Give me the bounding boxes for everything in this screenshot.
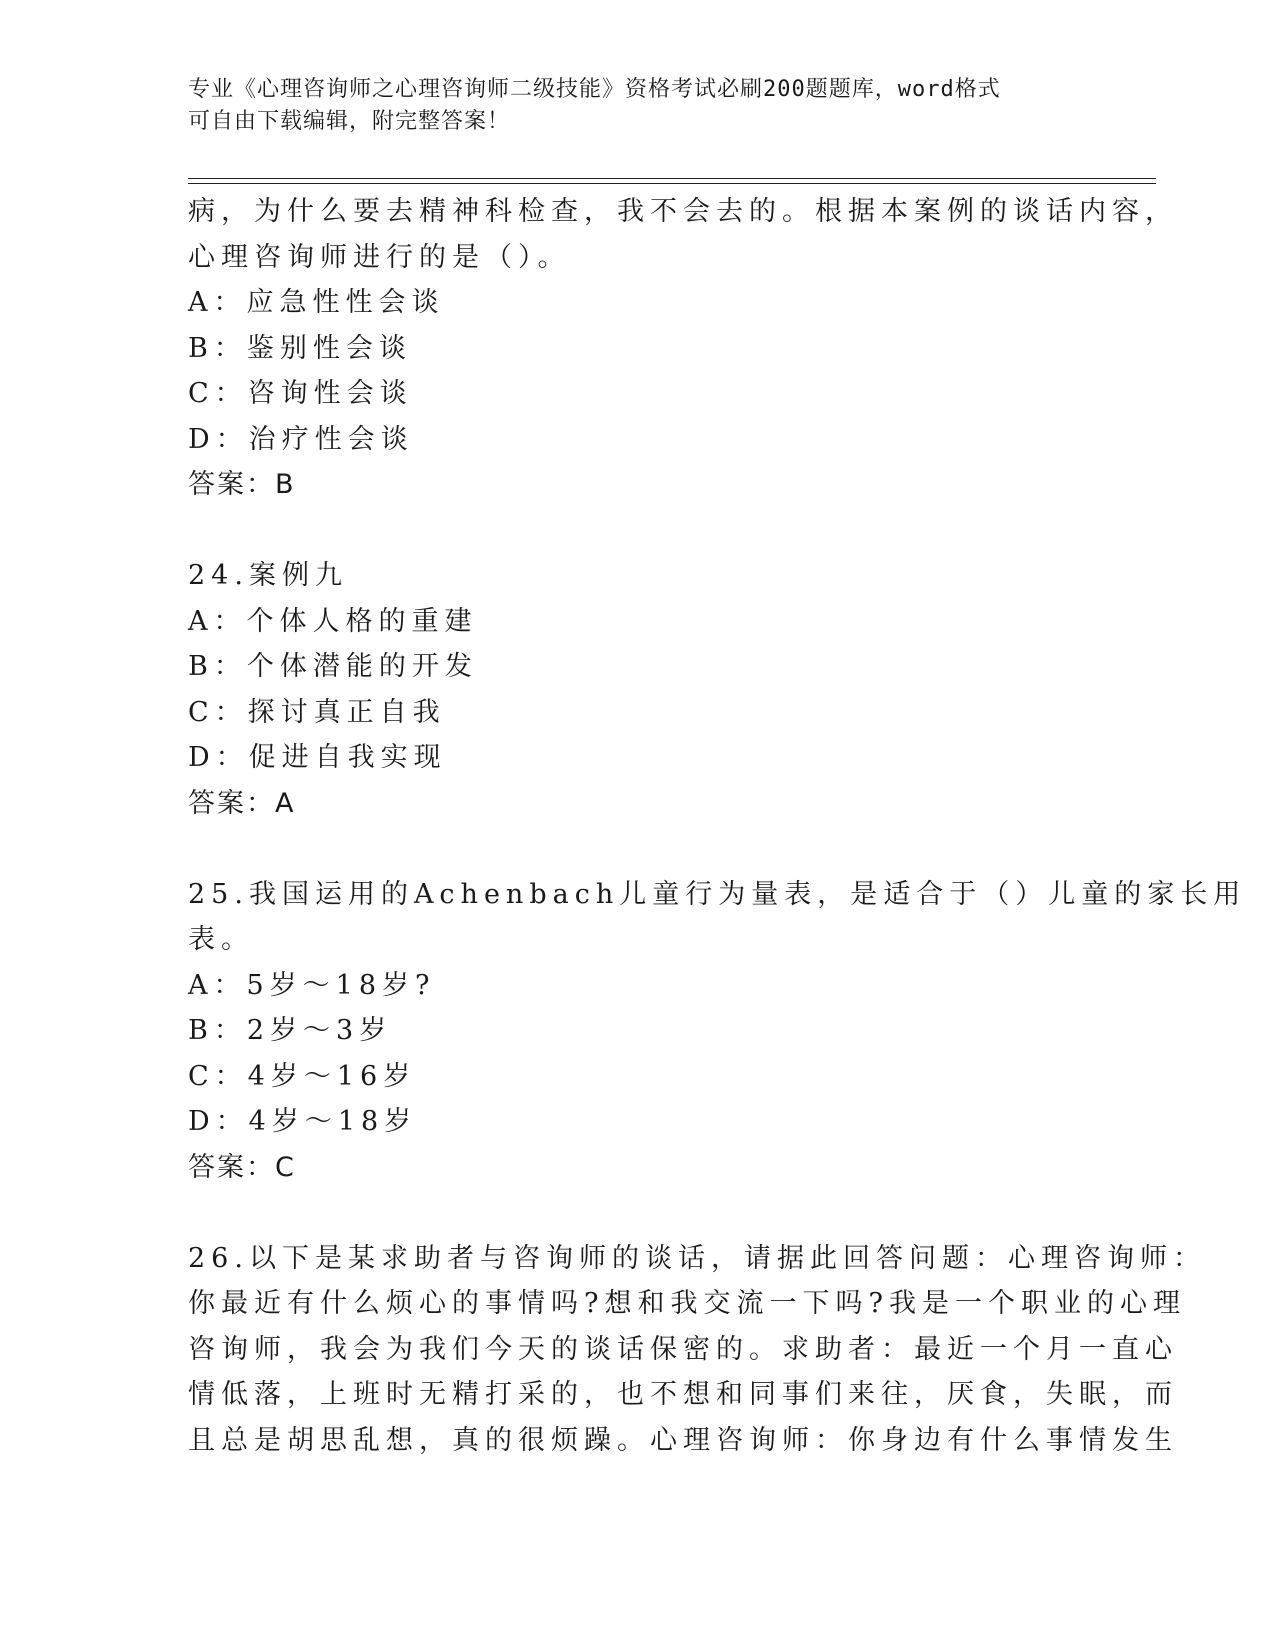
option-c: C：咨询性会谈: [188, 378, 413, 409]
question-spacer: [188, 826, 1088, 872]
answer-line: 答案：A: [188, 787, 296, 819]
question-text-line: 26.以下是某求助者与咨询师的谈话，请据此回答问题：心理咨询师：: [188, 1242, 1206, 1274]
header-divider-bottom: [188, 183, 1156, 184]
document-header: [188, 74, 1088, 138]
header-line-2: 可自由下载编辑，附完整答案！: [188, 109, 511, 134]
answer-line: 答案：B: [188, 469, 296, 500]
option-d: D：治疗性会谈: [188, 423, 414, 455]
question-24: [188, 553, 1088, 826]
option-a: A：应急性性会谈: [188, 287, 445, 318]
question-spacer: [188, 1190, 1088, 1236]
question-26: [188, 1236, 1206, 1464]
option-c: C：4岁～16岁: [188, 1060, 417, 1092]
option-b: B：个体潜能的开发: [188, 651, 478, 682]
question-text-line: 24.案例九: [188, 560, 348, 591]
option-d: D：4岁～18岁: [188, 1106, 418, 1137]
question-text-line: 病，为什么要去精神科检查，我不会去的。根据本案例的谈话内容，: [188, 196, 1178, 227]
header-line-1: 专业《心理咨询师之心理咨询师二级技能》资格考试必刷200题题库，word格式: [188, 77, 1001, 102]
option-b: B：鉴别性会谈: [188, 332, 412, 364]
question-text-line: 咨询师，我会为我们今天的谈话保密的。求助者：最近一个月一直心: [188, 1333, 1178, 1365]
header-divider-top: [188, 178, 1156, 179]
question-text-line: 情低落，上班时无精打采的，也不想和同事们来往，厌食，失眠，而: [188, 1379, 1178, 1410]
question-spacer: [188, 508, 1088, 554]
question-text-line: 且总是胡思乱想，真的很烦躁。心理咨询师：你身边有什么事情发生: [188, 1424, 1178, 1456]
question-list: [188, 189, 1247, 1463]
option-b: B：2岁～3岁: [188, 1015, 393, 1046]
option-c: C：探讨真正自我: [188, 696, 446, 728]
question-text-line: 心理咨询师进行的是（）。: [188, 241, 571, 273]
question-text-line: 25.我国运用的Achenbach儿童行为量表，是适合于（）儿童的家长用: [188, 878, 1247, 910]
option-a: A：个体人格的重建: [188, 605, 478, 637]
option-a: A：5岁～18岁?: [188, 969, 436, 1001]
question-text-line: 你最近有什么烦心的事情吗?想和我交流一下吗?我是一个职业的心理: [188, 1288, 1186, 1319]
question-text-line: 表。: [188, 924, 254, 955]
option-d: D：促进自我实现: [188, 742, 447, 773]
answer-line: 答案：C: [188, 1151, 296, 1183]
question-23: [188, 189, 1178, 508]
question-25: [188, 872, 1247, 1191]
